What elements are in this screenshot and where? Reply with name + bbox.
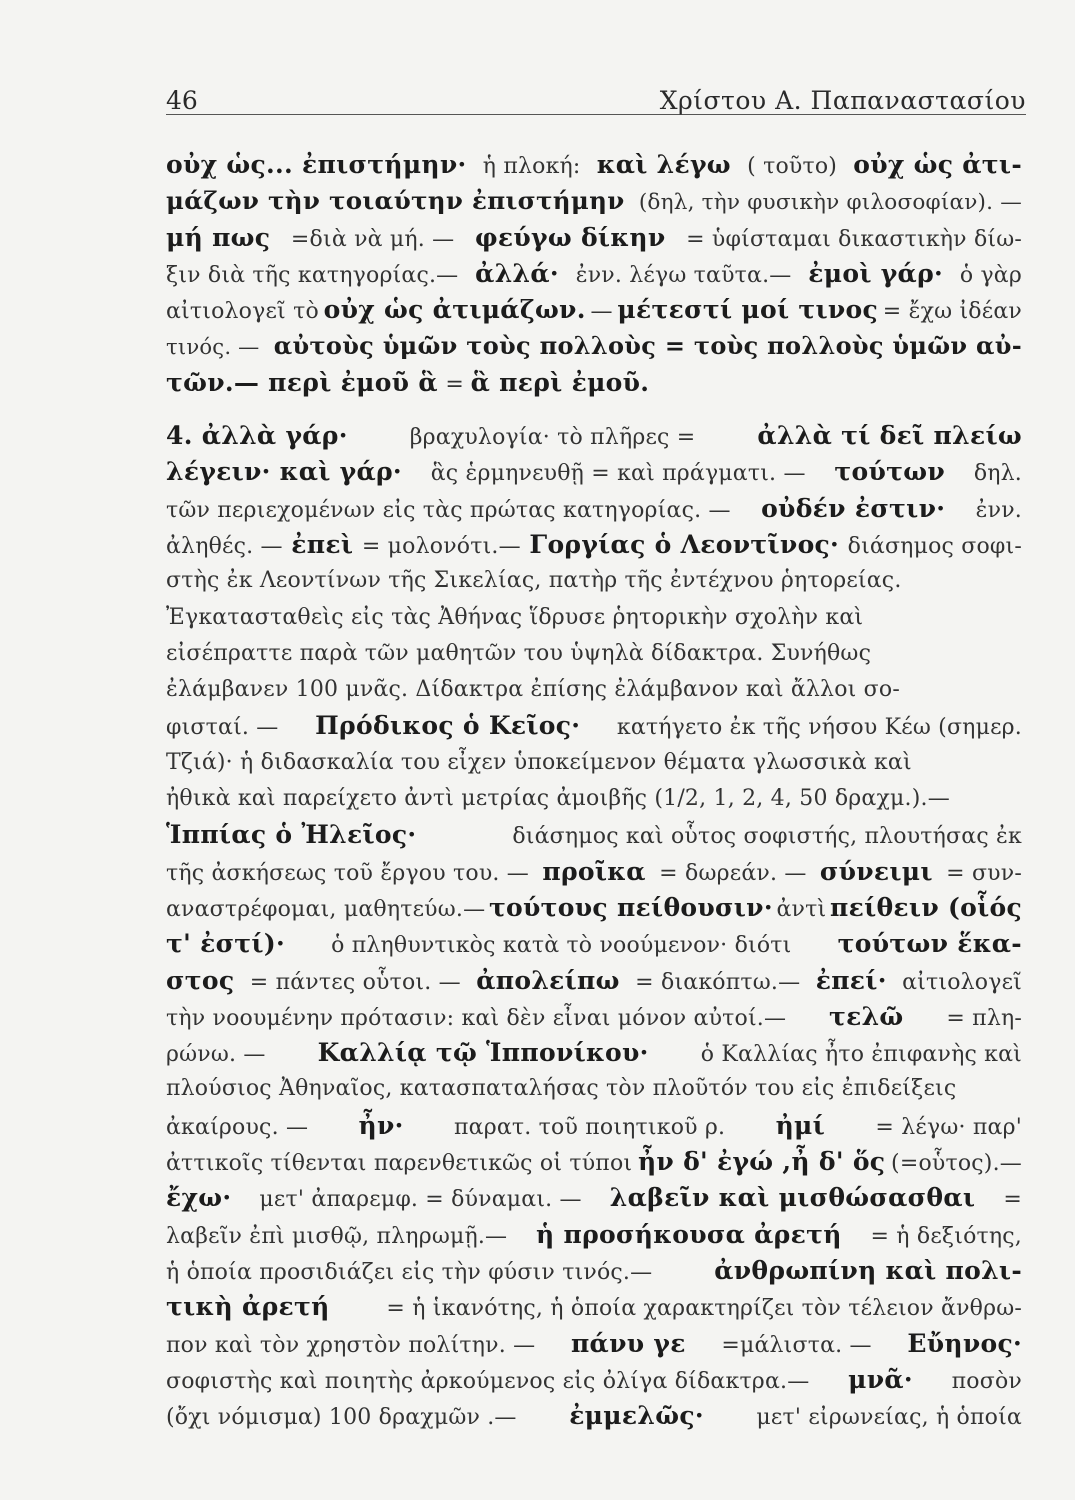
commentary-gloss: κατήγετο ἐκ τῆς νήσου Κέω (σημερ. <box>616 715 1022 741</box>
text-line <box>166 708 1022 744</box>
lemma-term: ἐπεί· <box>815 965 887 995</box>
lemma-term: ἀλλά· <box>475 258 559 288</box>
commentary-gloss: =μάλιστα. — <box>721 1332 872 1358</box>
lemma-term: οὐχ ὡς ἀτιμάζων. <box>323 295 586 325</box>
page-number: 46 <box>166 86 198 115</box>
commentary-gloss: ποσὸν <box>951 1368 1022 1394</box>
commentary-gloss: = ἡ δεξιότης, <box>870 1223 1022 1249</box>
lemma-term: μή πως <box>166 222 271 252</box>
lemma-term: ἐμμελῶς· <box>569 1401 704 1431</box>
commentary-gloss: = ὑφίσταμαι δικαστικὴν δίω- <box>686 226 1022 252</box>
lemma-term: μάζων τὴν τοιαύτην ἐπιστήμην <box>166 186 625 216</box>
commentary-gloss: = <box>1003 1187 1022 1213</box>
text-line <box>166 600 1022 636</box>
commentary-gloss: ἀληθές. — <box>166 533 283 559</box>
text-line <box>166 745 1022 781</box>
lemma-term: Εὔηνος· <box>907 1328 1022 1358</box>
text-line <box>166 563 1022 599</box>
commentary-gloss: βραχυλογία· τὸ πλῆρες = <box>409 425 696 451</box>
commentary-gloss: μετ' εἰρωνείας, ἡ ὁποία <box>756 1405 1022 1431</box>
lemma-term: ἐμοὶ γάρ· <box>808 258 944 288</box>
text-line <box>166 1108 1022 1144</box>
text-line <box>166 454 1022 490</box>
text-line <box>166 854 1022 890</box>
commentary-gloss: (=οὗτος).— <box>891 1151 1022 1177</box>
text-line <box>166 1253 1022 1289</box>
text-line <box>166 1035 1022 1071</box>
text-line <box>166 1398 1022 1434</box>
page-header <box>166 80 1026 115</box>
commentary-gloss: ἀντὶ <box>776 896 827 922</box>
commentary-gloss: στὴς ἐκ Λεοντίνων τῆς Σικελίας, πατὴρ τῆς ἐντέχνου ῥητορείας. <box>166 568 902 594</box>
lemma-term: Ἱππίας ὁ Ἠλεῖος· <box>166 820 417 850</box>
lemma-term: τούτους πείθουσιν· <box>488 892 773 922</box>
commentary-gloss: ( τοῦτο) <box>747 154 838 179</box>
text-line <box>166 817 1022 853</box>
lemma-term: μέτεστί μοί τινος <box>617 295 879 325</box>
lemma-term: ἐπεὶ <box>291 529 354 559</box>
commentary-gloss: ὁ πληθυντικὸς κατὰ τὸ νοούμενον· διότι <box>331 933 792 959</box>
commentary-gloss: μετ' ἀπαρεμφ. = δύναμαι. — <box>259 1187 582 1213</box>
text-line <box>166 1217 1022 1253</box>
commentary-gloss: τινός. — <box>166 334 260 360</box>
lemma-term: σύνειμι <box>819 856 933 886</box>
text-line <box>166 890 1022 926</box>
text-line <box>166 1180 1022 1216</box>
commentary-gloss: = λέγω· παρ' <box>875 1114 1022 1140</box>
text-line <box>166 147 1022 183</box>
commentary-gloss: ἀκαίρους. — <box>166 1114 309 1140</box>
commentary-gloss: = ἡ ἱκανότης, ἡ ὁποία χαρακτηρίζει τὸν τέλειον ἄνθρω- <box>386 1296 1022 1322</box>
lemma-term: στος <box>166 965 235 995</box>
commentary-gloss: αναστρέφομαι, μαθητεύω.— <box>166 896 486 922</box>
text-line <box>166 491 1022 527</box>
text-line <box>166 1289 1022 1325</box>
lemma-term: 4. ἀλλὰ γάρ· <box>166 421 348 451</box>
commentary-gloss: ἃς ἑρμηνευθῇ = καὶ πράγματι. — <box>430 461 806 487</box>
text-line <box>166 781 1022 817</box>
lemma-term: λέγειν· καὶ γάρ· <box>166 457 402 487</box>
text-line <box>166 256 1022 292</box>
lemma-term: ἃ περὶ ἐμοῦ. <box>470 367 650 397</box>
commentary-gloss: = πάντες οὗτοι. — <box>249 969 461 995</box>
lemma-term: οὐδέν ἐστιν· <box>761 493 946 523</box>
text-line <box>166 527 1022 563</box>
text-line <box>166 1144 1022 1180</box>
lemma-term: ἔχω· <box>166 1183 232 1213</box>
commentary-gloss: διάσημος καὶ οὗτος σοφιστής, πλουτήσας ἐκ <box>512 824 1022 850</box>
commentary-gloss: ὁ Καλλίας ἦτο ἐπιφανὴς καὶ <box>700 1042 1022 1068</box>
commentary-gloss: = ἔχω ἰδέαν <box>882 299 1022 325</box>
text-line <box>166 365 1022 401</box>
commentary-gloss: λαβεῖν ἐπὶ μισθῷ, πληρωμῇ.— <box>166 1223 508 1249</box>
text-line <box>166 1071 1022 1107</box>
commentary-gloss: (ὄχι νόμισμα) 100 δραχμῶν .— <box>166 1405 517 1431</box>
lemma-term: ἠμί <box>775 1110 826 1140</box>
commentary-gloss: φισταί. — <box>166 715 279 741</box>
text-line <box>166 1326 1022 1362</box>
commentary-gloss: ἐνν. λέγω ταῦτα.— <box>575 262 792 288</box>
text-line <box>166 926 1022 962</box>
text-line <box>166 292 1022 328</box>
text-line <box>166 328 1022 364</box>
lemma-term: μνᾶ· <box>848 1364 913 1394</box>
commentary-gloss: ἡ πλοκή: <box>482 154 581 179</box>
commentary-gloss: πλούσιος Ἀθηναῖος, κατασπαταλήσας τὸν πλοῦτόν του εἰς ἐπιδείξεις <box>166 1076 957 1102</box>
lemma-term: τούτων <box>834 457 946 487</box>
commentary-gloss: = συν- <box>946 860 1022 886</box>
commentary-text <box>166 147 1022 1434</box>
lemma-term: οὐχ ὡς ἀτι- <box>853 150 1022 179</box>
lemma-term: πείθειν (οἷός <box>829 892 1022 922</box>
lemma-term: αὐτοὺς ὑμῶν τοὺς πολλοὺς = τοὺς πολλοὺς ὑμῶν αὐ- <box>273 331 1022 361</box>
commentary-gloss: διάσημος σοφι- <box>847 533 1022 559</box>
commentary-gloss: = μολονότι.— <box>361 533 521 559</box>
commentary-gloss: τῆς ἀσκήσεως τοῦ ἔργου του. — <box>166 860 529 886</box>
lemma-term: οὐχ ὡς... ἐπιστήμην· <box>166 150 467 179</box>
commentary-gloss: Τζιά)· ἡ διδασκαλία του εἶχεν ὑποκείμενον θέματα γλωσσικὰ καὶ <box>166 749 912 775</box>
text-line <box>166 636 1022 672</box>
commentary-gloss: εἰσέπραττε παρὰ τῶν μαθητῶν του ὑψηλὰ δίδακτρα. Συνήθως <box>166 640 872 666</box>
commentary-gloss: (δηλ, τὴν φυσικὴν φιλοσοφίαν). — <box>638 190 1022 216</box>
commentary-gloss: σοφιστὴς καὶ ποιητὴς ἀρκούμενος εἰς ὀλίγα δίδακτρα.— <box>166 1368 810 1394</box>
lemma-term: ἡ προσήκουσα ἀρετή <box>536 1219 842 1249</box>
commentary-gloss: ἀττικοῖς τίθενται παρενθετικῶς οἱ τύποι <box>166 1151 633 1177</box>
lemma-term: πάνυ γε <box>570 1328 686 1358</box>
lemma-term: ἀνθρωπίνη καὶ πολι- <box>714 1255 1022 1285</box>
running-head: Χρίστου Α. Παπαναστασίου <box>659 86 1026 115</box>
commentary-gloss: ὁ γὰρ <box>959 262 1022 288</box>
lemma-term: ἀλλὰ τί δεῖ πλείω <box>757 421 1022 451</box>
text-line <box>166 999 1022 1035</box>
lemma-term: τικὴ ἀρετή <box>166 1292 330 1322</box>
commentary-gloss: αἰτιολογεῖ <box>902 969 1022 995</box>
lemma-term: Πρόδικος ὁ Κεῖος· <box>315 711 581 741</box>
text-line <box>166 418 1022 454</box>
commentary-gloss: = δωρεάν. — <box>659 860 807 886</box>
commentary-gloss: ἐνν. <box>975 497 1022 523</box>
commentary-gloss: = πλη- <box>946 1005 1022 1031</box>
commentary-gloss: πον καὶ τὸν χρηστὸν πολίτην. — <box>166 1332 536 1358</box>
lemma-term: ἦν δ' ἐγώ ,ἦ δ' ὅς <box>637 1147 886 1177</box>
commentary-gloss: ἠθικὰ καὶ παρείχετο ἀντὶ μετρίας ἀμοιβῆς (1/2, 1, 2, 4, 50 δραχμ.).— <box>166 786 950 812</box>
commentary-gloss: ξιν διὰ τῆς κατηγορίας.— <box>166 262 459 288</box>
text-line <box>166 672 1022 708</box>
lemma-term: τῶν.— περὶ ἐμοῦ ἃ <box>166 367 438 397</box>
commentary-gloss: αἰτιολογεῖ τὸ <box>166 299 319 325</box>
commentary-gloss: =διὰ νὰ μή. — <box>290 226 455 252</box>
text-line <box>166 1362 1022 1398</box>
commentary-gloss: Ἐγκατασταθεὶς εἰς τὰς Ἀθήνας ἵδρυσε ῥητορικὴν σχολὴν καὶ <box>166 604 864 630</box>
lemma-term: Καλλίᾳ τῷ Ἱππονίκου· <box>317 1038 649 1068</box>
lemma-term: προῖκα <box>542 856 646 886</box>
lemma-term: ἦν· <box>358 1110 404 1140</box>
lemma-term: καὶ λέγω <box>596 150 731 179</box>
commentary-gloss: = διακόπτω.— <box>635 969 801 995</box>
commentary-gloss: τῶν περιεχομένων εἰς τὰς πρώτας κατηγορίας. — <box>166 497 731 523</box>
commentary-gloss: παρατ. τοῦ ποιητικοῦ ρ. <box>453 1114 726 1140</box>
commentary-gloss: ρώνω. — <box>166 1042 266 1068</box>
text-line <box>166 963 1022 999</box>
commentary-gloss: τὴν νοουμένην πρότασιν: καὶ δὲν εἶναι μόνον αὐτοί.— <box>166 1005 787 1031</box>
commentary-gloss: δηλ. <box>973 461 1022 487</box>
lemma-term: τελῶ <box>828 1001 904 1031</box>
commentary-gloss: ἐλάμβανεν 100 μνᾶς. Δίδακτρα ἐπίσης ἐλάμβανον καὶ ἄλλοι σο- <box>166 677 900 703</box>
text-line <box>166 183 1022 219</box>
commentary-gloss: — <box>590 299 613 325</box>
lemma-term: τ' ἐστί)· <box>166 929 285 959</box>
lemma-term: τούτων ἕκα- <box>837 929 1022 959</box>
lemma-term: Γοργίας ὁ Λεοντῖνος· <box>529 529 840 559</box>
lemma-term: φεύγω δίκην <box>474 222 666 252</box>
lemma-term: ἀπολείπω <box>476 965 620 995</box>
commentary-gloss: = <box>445 371 465 397</box>
commentary-gloss: ἡ ὁποία προσιδιάζει εἰς τὴν φύσιν τινός.— <box>166 1259 653 1285</box>
lemma-term: λαβεῖν καὶ μισθώσασθαι <box>609 1183 976 1213</box>
text-line <box>166 220 1022 256</box>
